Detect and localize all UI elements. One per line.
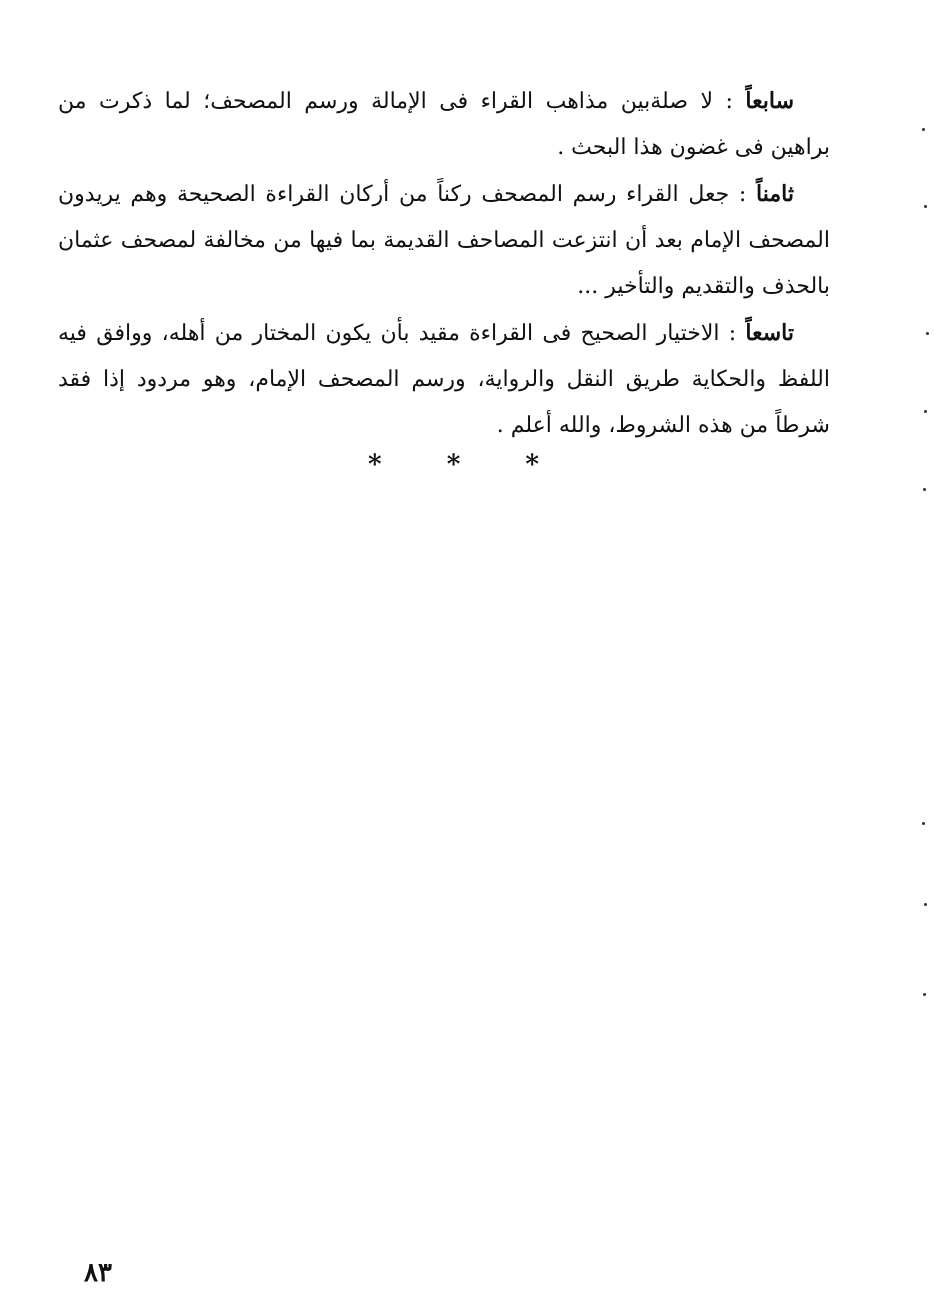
scan-speck [924, 410, 927, 413]
scan-speck [922, 822, 925, 825]
scan-speck [926, 332, 929, 335]
paragraph-seventh [58, 78, 830, 171]
scan-speck [924, 205, 927, 208]
paragraph-lead: تاسعاً [745, 320, 794, 346]
scan-speck [924, 903, 927, 906]
body-text [58, 78, 830, 449]
scan-speck [923, 993, 926, 996]
paragraph-text: : لا صلةبين مذاهب القراء فى الإمالة ورسم المصحف؛ لما ذكرت من براهين فى غضون هذا البحث . [58, 89, 830, 160]
paragraph-ninth [58, 310, 830, 449]
section-separator: * * * [368, 450, 567, 480]
scan-speck [922, 128, 925, 131]
paragraph-lead: ثامناً [756, 181, 794, 207]
paragraph-lead: سابعاً [745, 88, 794, 114]
scan-speck [923, 488, 926, 491]
page-number: ٨٣ [84, 1258, 112, 1288]
paragraph-text: : جعل القراء رسم المصحف ركناً من أركان القراءة الصحيحة وهم يريدون المصحف الإمام بعد أن انتزعت المصاحف القديمة بما فيها من مخالفة لمصحف عثمان بالحذف والتقديم والتأخير ... [58, 182, 830, 299]
paragraph-eighth [58, 171, 830, 310]
paragraph-text: : الاختيار الصحيح فى القراءة مقيد بأن يكون المختار من أهله، ووافق فيه اللفظ والحكاية طريق النقل والرواية، ورسم المصحف الإمام، وهو مردود إذا فقد شرطاً من هذه الشروط، والله أعلم . [58, 321, 830, 438]
